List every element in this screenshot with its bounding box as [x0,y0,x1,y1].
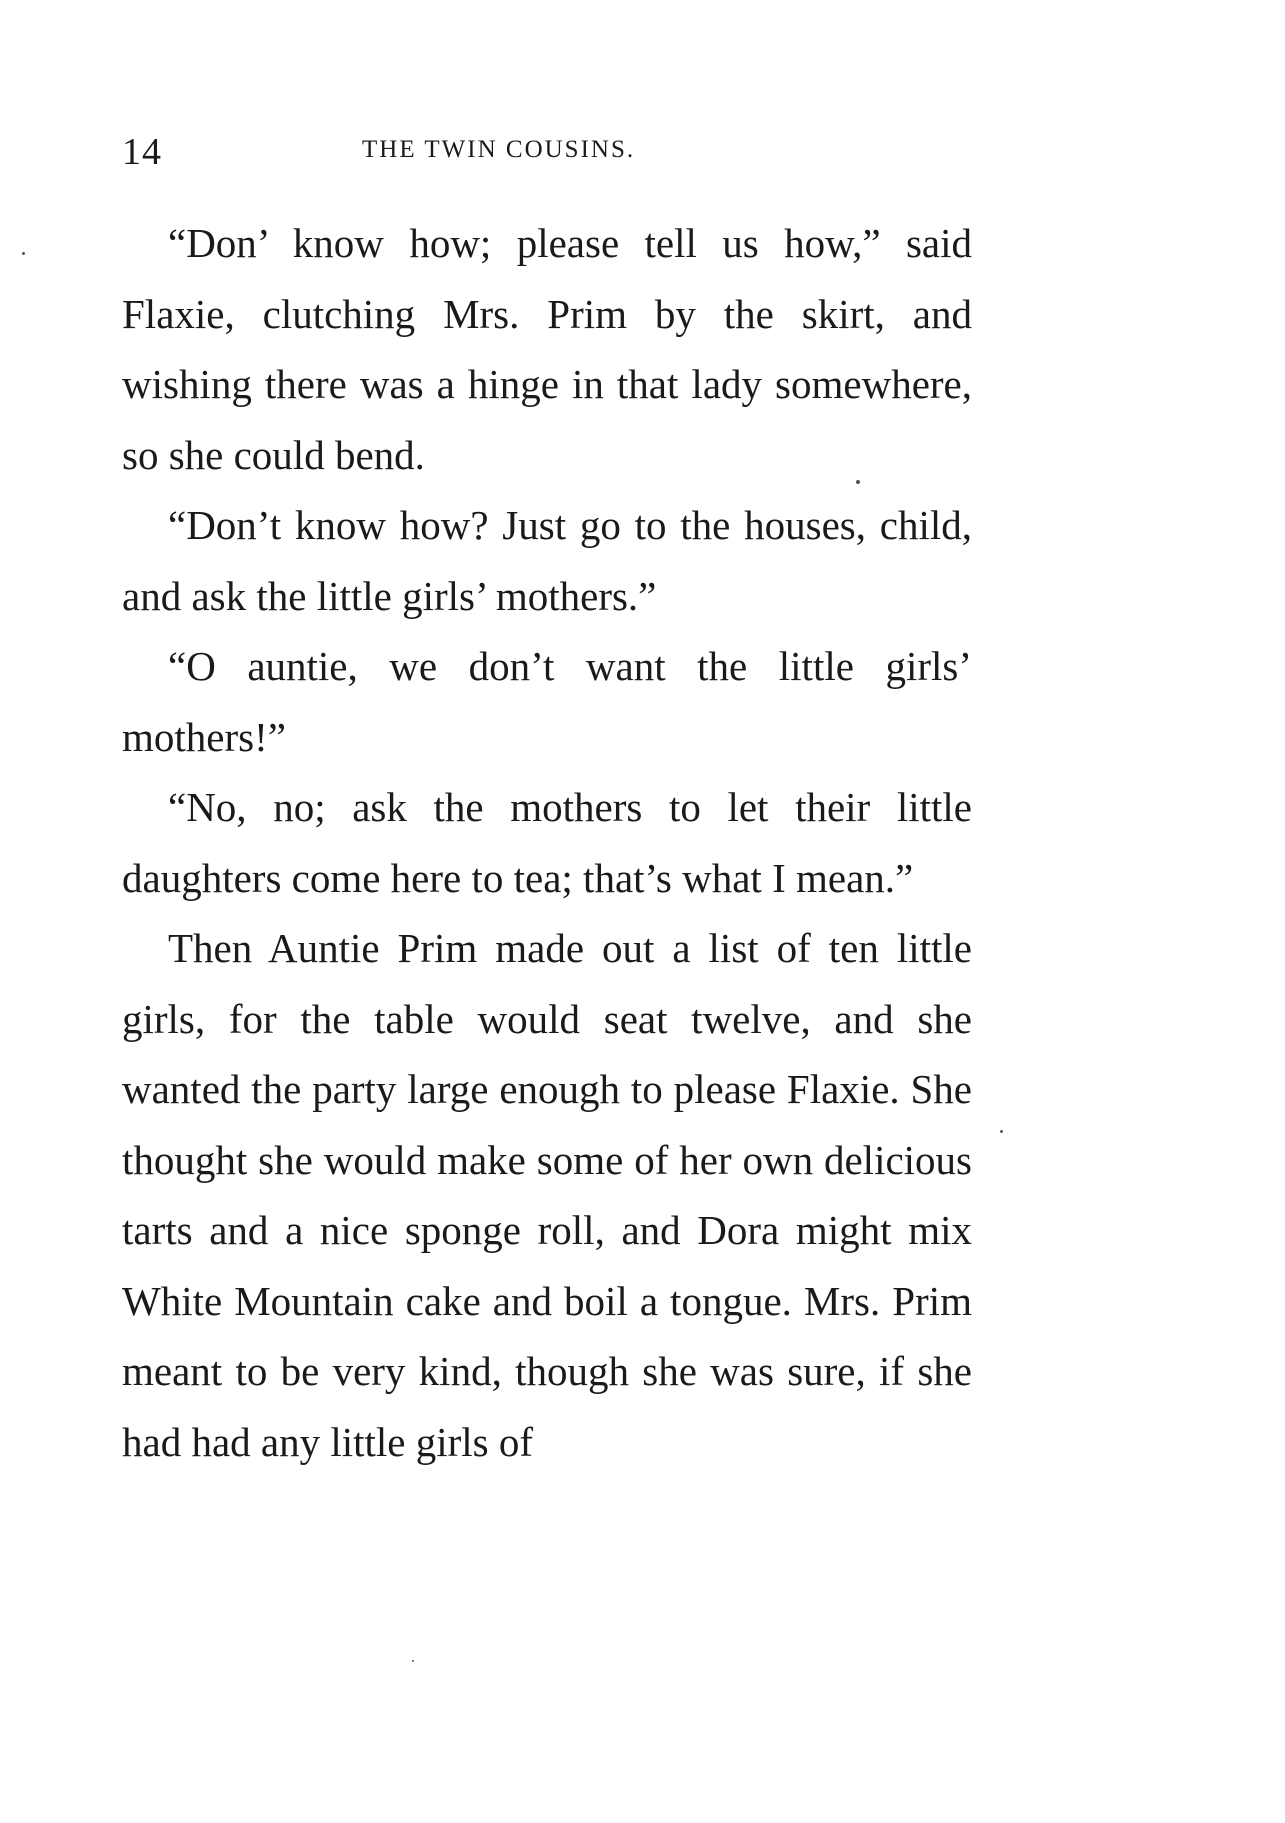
paragraph-5: Then Auntie Prim made out a list of ten little girls, for the table would seat twelve, and she wanted the party large enough to please Flaxie. She thought she would make some of her own delicious tarts and a nice sponge roll, and Dora might mix White Mountain cake and boil a tongue. Mrs. Prim meant to be very kind, though she was sure, if she had had any little girls of [122,925,972,1465]
paragraph-2: “Don’t know how? Just go to the houses, child, and ask the little girls’ mothers.” [122,502,972,619]
page-header [122,130,972,180]
paragraph-3: “O auntie, we don’t want the little girls’ mothers!” [122,643,972,760]
ink-speck [22,252,25,255]
paragraph-1: “Don’ know how; please tell us how,” said Flaxie, clutching Mrs. Prim by the skirt, and wishing there was a hinge in that lady somewhere, so she could bend. [122,220,972,478]
ink-speck [1000,1130,1003,1133]
paragraph-4: “No, no; ask the mothers to let their little daughters come here to tea; that’s what I mean.” [122,784,972,901]
body-text [122,208,972,1477]
running-title: THE TWIN COUSINS. [362,136,636,163]
ink-speck [412,1660,414,1662]
ink-speck [856,480,860,484]
page-number: 14 [122,131,162,173]
